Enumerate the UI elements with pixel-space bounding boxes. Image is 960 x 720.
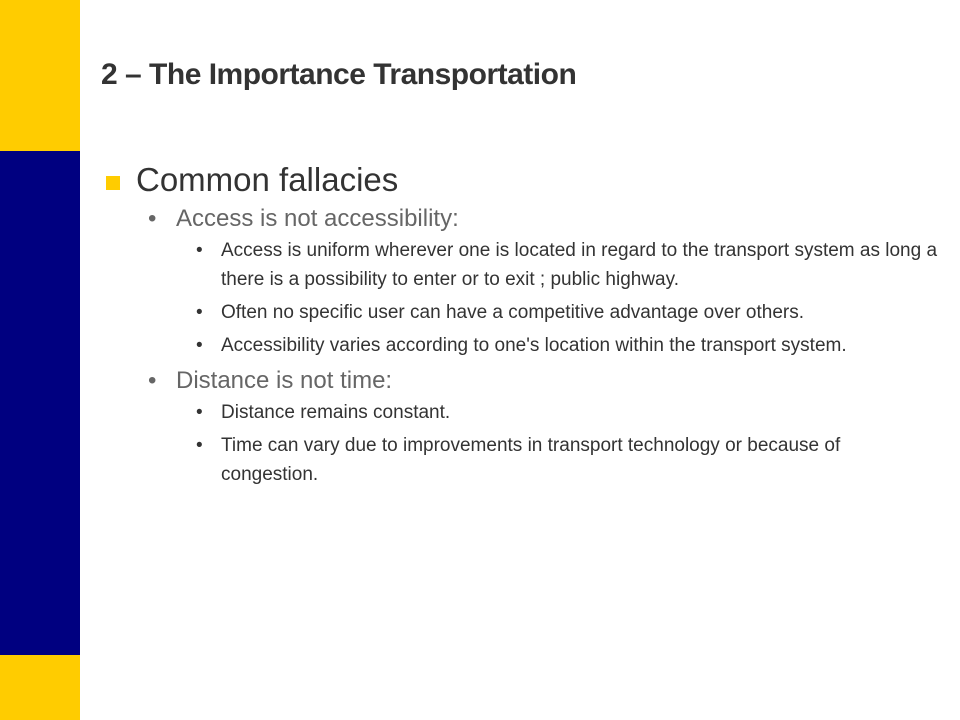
bullet-dot-icon: • — [148, 367, 157, 394]
bullet-dot-icon: • — [196, 240, 203, 261]
section-heading-text: Distance is not time: — [176, 367, 393, 394]
section-heading — [100, 202, 940, 236]
sidebar-accent-bottom — [0, 655, 80, 720]
list-item-text: Access is uniform wherever one is located in regard to the transport system as long a there is a possibility to enter or to exit ; public highway. — [221, 240, 938, 290]
section-heading-text: Access is not accessibility: — [176, 205, 459, 232]
list-item — [100, 331, 940, 360]
bullet-dot-icon: • — [196, 335, 203, 356]
sidebar-accent-top — [0, 0, 80, 151]
list-item — [100, 298, 940, 327]
list-item-text: Distance remains constant. — [221, 402, 451, 423]
list-item-text: Accessibility varies according to one's location within the transport system. — [221, 335, 847, 356]
list-item — [100, 236, 940, 294]
list-item-text: Time can vary due to improvements in transport technology or because of congestion. — [221, 435, 841, 485]
main-bullet — [100, 160, 940, 200]
list-item — [100, 431, 940, 489]
bullet-dot-icon: • — [148, 205, 157, 232]
slide-title: 2 – The Importance Transportation — [101, 58, 577, 91]
list-item-text: Often no specific user can have a competitive advantage over others. — [221, 302, 804, 323]
bullet-dot-icon: • — [196, 302, 203, 323]
section-heading — [100, 364, 940, 398]
bullet-dot-icon: • — [196, 435, 203, 456]
slide-content — [100, 160, 940, 493]
square-bullet-icon — [106, 176, 120, 190]
sidebar-accent-middle — [0, 151, 80, 655]
bullet-dot-icon: • — [196, 402, 203, 423]
list-item — [100, 398, 940, 427]
main-bullet-text: Common fallacies — [136, 161, 399, 198]
